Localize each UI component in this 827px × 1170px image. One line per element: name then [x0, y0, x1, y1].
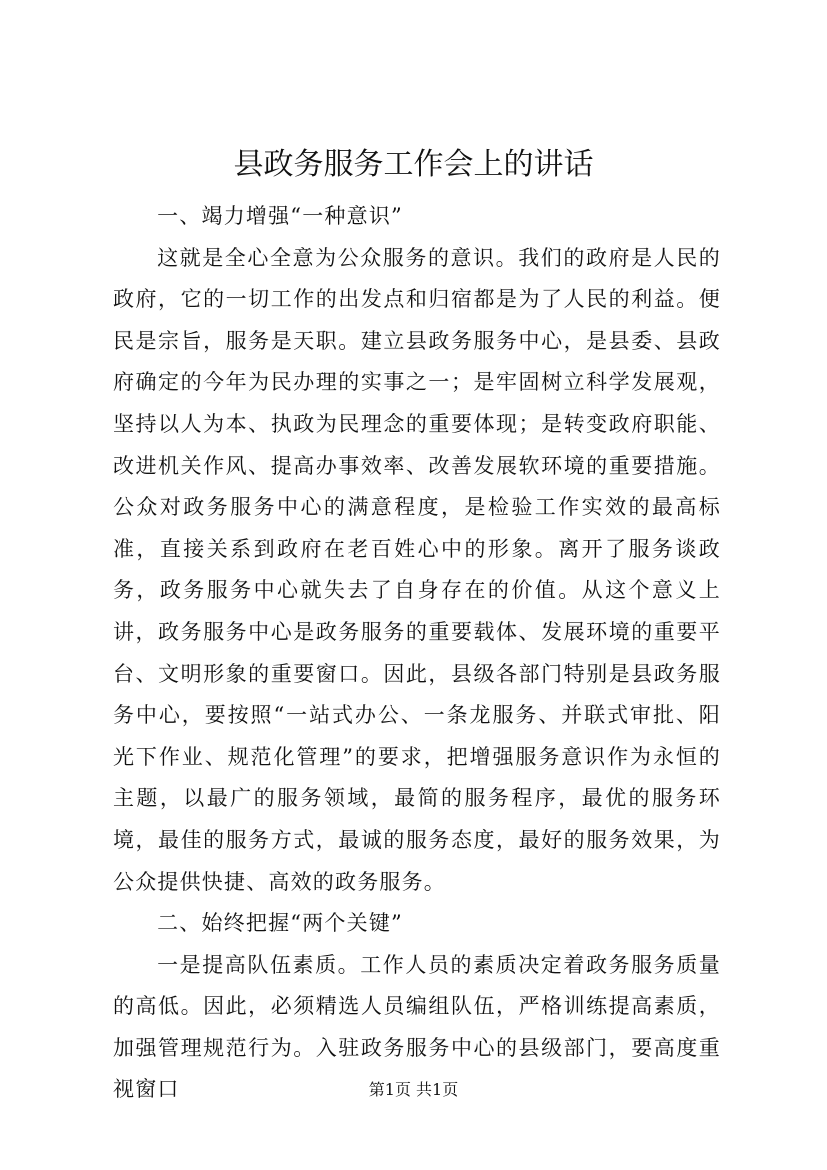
document-title: 县政务服务工作会上的讲话 — [233, 147, 594, 182]
section-heading: 一、竭力增强“一种意识” — [157, 204, 403, 228]
paragraph: 这就是全心全意为公众服务的意识。我们的政府是人民的政府，它的一切工作的出发点和归宿都是为了人民的利益。便民是宗旨，服务是天职。建立县政务服务中心，是县委、县政府确定的今年为民办理的实事之一；是牢固树立科学发展观，坚持以人为本、执政为民理念的重要体现；是转变政府职能、改进机关作风、提高办事效率、改善发展软环境的重要措施。公众对政务服务中心的满意程度，是检验工作实效的最高标准，直接关系到政府在老百姓心中的形象。离开了服务谈政务，政务服务中心就失去了自身存在的价值。从这个意义上讲，政务服务中心是政务服务的重要载体、发展环境的重要平台、文明形象的重要窗口。因此，县级各部门特别是县政务服务中心，要按照“一站式办公、一条龙服务、并联式审批、阳光下作业、规范化管理”的要求，把增强服务意识作为永恒的主题，以最广的服务领域，最简的服务程序，最优的服务环境，最佳的服务方式，最诚的服务态度，最好的服务效果，为公众提供快捷、高效的政务服务。 — [113, 245, 721, 894]
page-footer: 第1页 共1页 — [368, 1080, 459, 1099]
document-body — [113, 196, 721, 1111]
paragraph: 一是提高队伍素质。工作人员的素质决定着政务服务质量的高低。因此，必须精选人员编组队伍，严格训练提高素质，加强管理规范行为。入驻政务服务中心的县级部门，要高度重视窗口 — [113, 952, 721, 1102]
section-heading: 二、始终把握“两个关键” — [157, 911, 403, 936]
